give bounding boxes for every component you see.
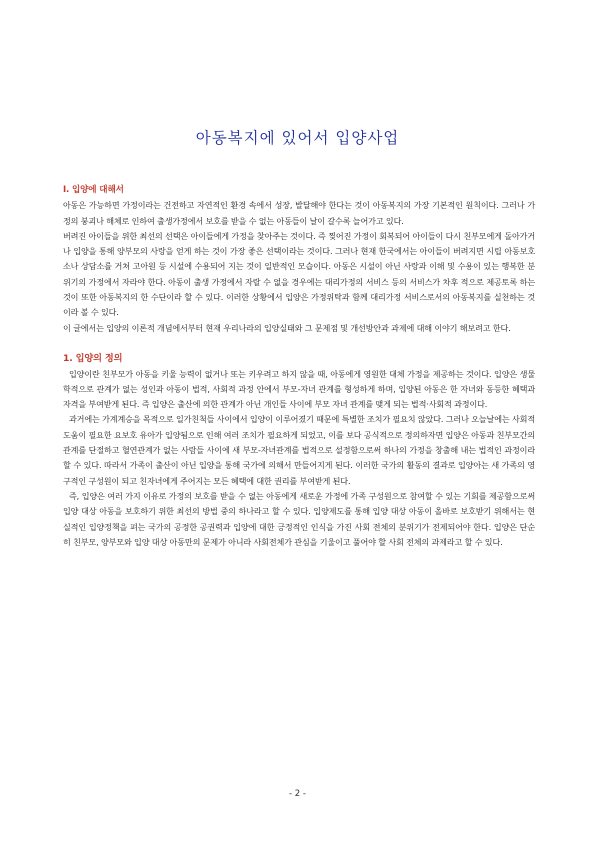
document-title: 아동복지에 있어서 입양사업 [195, 129, 400, 147]
paragraph: 즉, 입양은 여러 가지 이유로 가정의 보호를 받을 수 없는 아동에게 새로운 가정에 가족 구성원으로 참여할 수 있는 기회를 제공함으로써 입양 대상 아동을 보호하기 위한 최선의 방법 중의 하나라고 할 수 있다. 입양제도를 통해 입양 대상 아동이 올바로 보호받기 위해서는 현실적인 입양정책을 펴는 국가의 공정한 공권력과 입양에 대한 긍정적인 인식을 가진 사회 전체의 분위기가 전제되어야 한다. 입양은 단순히 친부모, 양부모와 입양 대상 아동만의 문제가 아니라 사회전체가 관심을 기울이고 풀어야 할 사회 전체의 과제라고 할 수 있다. [63, 490, 535, 547]
section-heading-adoption-intro: Ⅰ. 입양에 대해서 [63, 185, 124, 195]
paragraph: 이 글에서는 입양의 이론적 개념에서부터 현재 우리나라의 입양실태와 그 문제점 및 개선방안과 과제에 대해 이야기 해보려고 한다. [63, 322, 511, 333]
section-heading-adoption-definition: 1. 입양의 정의 [63, 353, 123, 365]
document-body [63, 183, 535, 550]
page-number: - 2 - [289, 789, 306, 799]
paragraph: 버려진 아이들을 위한 최선의 선택은 아이들에게 가정을 찾아주는 것이다. 즉 찢어진 가정이 회복되어 아이들이 다시 친부모에게 돌아가거나 입양을 통해 양부모의 사랑을 얻게 하는 것이 가장 좋은 선택이라는 것이다. 그러나 현재 한국에서는 아이들이 버려지면 시립 아동보호소나 상담소를 거쳐 고아원 등 시설에 수용되어 지는 것이 일반적인 모습이다. 아동은 시설이 아닌 사랑과 이해 및 수용이 있는 행복한 분위기의 가정에서 자라야 한다. 아동이 출생 가정에서 자랄 수 없을 경우에는 대리가정의 서비스 등의 서비스가 차후 적으로 제공토록 하는 것이 또한 아동복지의 한 수단이라 할 수 있다. 이러한 상황에서 입양은 가정위탁과 함께 대리가정 서비스로서의 아동복지를 실천하는 것이라 볼 수 있다. [63, 230, 535, 318]
spacer [63, 336, 535, 351]
paragraph: 입양이란 친부모가 아동을 키울 능력이 없거나 또는 키우려고 하지 않을 때, 아동에게 영원한 대체 가정을 제공하는 것이다. 입양은 생물학적으로 관계가 없는 성인과 아동이 법적, 사회적 과정 안에서 부모-자녀 관계를 형성하게 하며, 입양된 아동은 한 자녀와 동등한 혜택과 자격을 부여받게 된다. 즉 입양은 출산에 의한 관계가 아닌 개인들 사이에 부모 자녀 관계를 맺게 되는 법적·사회적 과정이다. [63, 368, 535, 410]
paragraph: 과거에는 가계계승을 목적으로 일가친척들 사이에서 입양이 이루어졌기 때문에 특별한 조치가 필요치 않았다. 그러나 오늘날에는 사회적 도움이 필요한 요보호 유아가 입양됨으로 인해 여러 조치가 필요하게 되었고, 이를 보다 공식적으로 정의하자면 입양은 아동과 친부모간의 관계를 단절하고 혈연관계가 없는 사람들 사이에 새 부모-자녀관계를 법적으로 설정함으로써 하나의 가정을 창출해 내는 법적인 과정이라 할 수 있다. 따라서 가족이 출산이 아닌 입양을 통해 국가에 의해서 만들어지게 된다. 이러한 국가의 활동의 결과로 입양아는 새 가족의 영구적인 구성원이 되고 친자녀에게 주어지는 모든 혜택에 대한 권리를 부여받게 된다. [63, 414, 535, 486]
paragraph: 아동은 가능하면 가정이라는 건전하고 자연적인 환경 속에서 성장, 발달해야 한다는 것이 아동복지의 가장 기본적인 원칙이다. 그러나 가정의 붕괴나 해체로 인하여 출생가정에서 보호를 받을 수 없는 아동들이 날이 갈수록 늘어가고 있다. [63, 200, 535, 226]
